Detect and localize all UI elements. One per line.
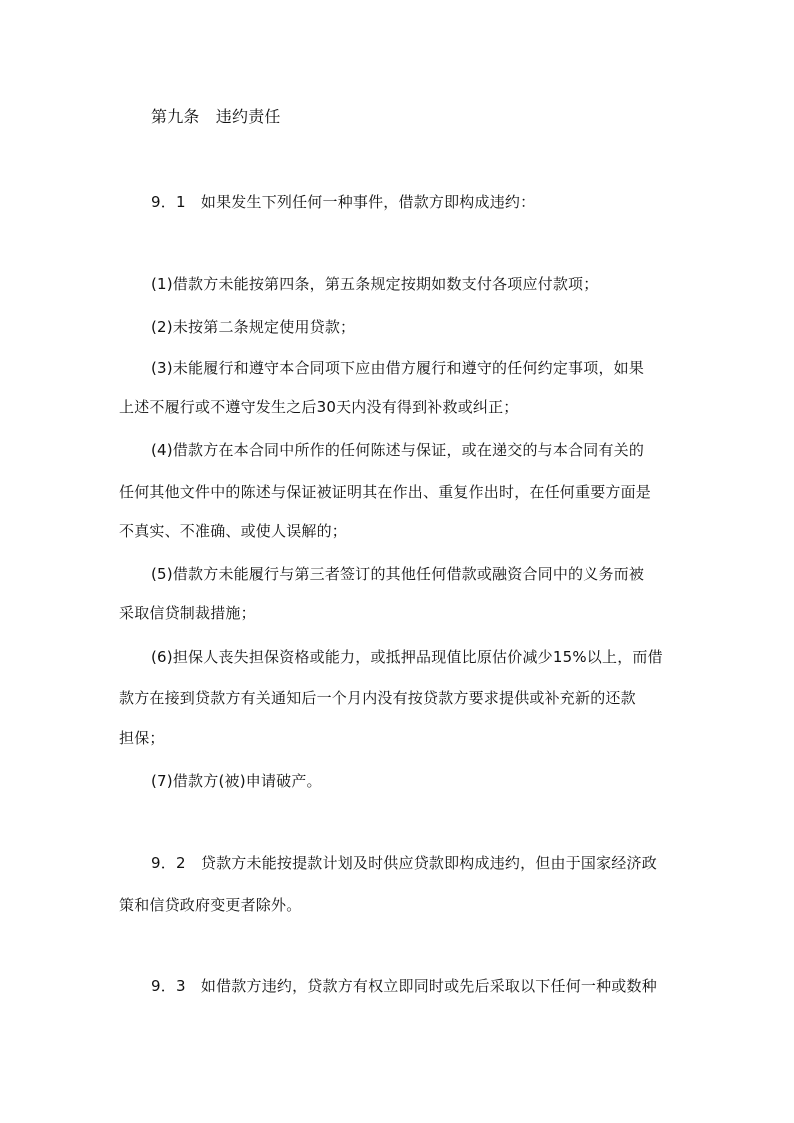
section-9-3-line-1: 9．3 如借款方违约，贷款方有权立即同时或先后采取以下任何一种或数种 xyxy=(151,977,657,995)
clause-item-1: (1)借款方未能按第四条，第五条规定按期如数支付各项应付款项； xyxy=(151,275,599,293)
section-9-1-heading: 9．1 如果发生下列任何一种事件，借款方即构成违约： xyxy=(151,193,536,211)
clause-item-7: (7)借款方(被)申请破产。 xyxy=(151,772,322,790)
clause-item-5-line-2: 采取信贷制裁措施； xyxy=(119,604,256,622)
article-title: 第九条 违约责任 xyxy=(151,107,281,126)
clause-item-4-line-3: 不真实、不准确、或使人误解的； xyxy=(119,522,348,540)
clause-item-4-line-1: (4)借款方在本合同中所作的任何陈述与保证，或在递交的与本合同有关的 xyxy=(151,441,645,459)
clause-item-5-line-1: (5)借款方未能履行与第三者签订的其他任何借款或融资合同中的义务而被 xyxy=(151,565,645,583)
clause-item-3-line-2: 上述不履行或不遵守发生之后30天内没有得到补救或纠正； xyxy=(119,398,519,416)
clause-item-6-line-3: 担保； xyxy=(119,729,165,747)
clause-item-3-line-1: (3)未能履行和遵守本合同项下应由借方履行和遵守的任何约定事项，如果 xyxy=(151,359,645,377)
section-9-2-line-1: 9．2 贷款方未能按提款计划及时供应贷款即构成违约，但由于国家经济政 xyxy=(151,854,657,872)
clause-item-6-line-1: (6)担保人丧失担保资格或能力，或抵押品现值比原估价减少15%以上，而借 xyxy=(151,648,663,666)
clause-item-6-line-2: 款方在接到贷款方有关通知后一个月内没有按贷款方要求提供或补充新的还款 xyxy=(119,689,636,707)
clause-item-2: (2)未按第二条规定使用贷款； xyxy=(151,318,356,336)
section-9-2-line-2: 策和信贷政府变更者除外。 xyxy=(119,896,302,914)
clause-item-4-line-2: 任何其他文件中的陈述与保证被证明其在作出、重复作出时，在任何重要方面是 xyxy=(119,483,652,501)
